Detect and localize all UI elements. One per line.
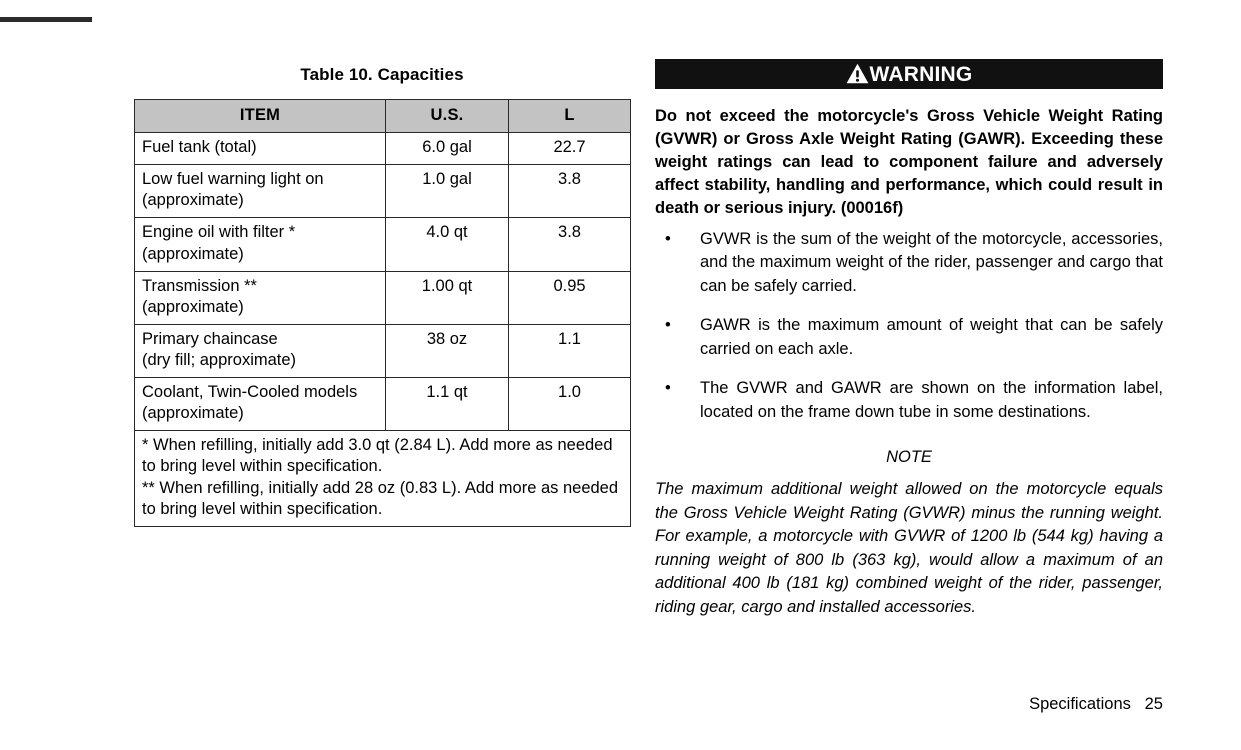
bullet-text: GVWR is the sum of the weight of the motorcycle, accessories, and the maximum weight of the rider, passenger and cargo that can be safely carried. [700,230,1163,295]
item-label: Primary chaincase [142,329,278,348]
warning-banner [655,59,1163,89]
table-title: Table 10. Capacities [300,65,464,84]
table-header-row [135,100,631,133]
cell-us: 1.1 qt [386,378,509,431]
note-heading: NOTE [886,448,932,466]
table-footnotes [135,431,631,526]
cell-l: 1.1 [509,324,631,377]
item-label: Fuel tank (total) [142,138,257,157]
cell-us: 38 oz [386,324,509,377]
item-sublabel: (approximate) [142,404,244,423]
note-body-text: The maximum additional weight allowed on the motorcycle equals the Gross Vehicle Weight Rating (GVWR) minus the running weight. For example, a motorcycle with GVWR of 1200 lb (544 kg) having a running weight of 800 lb (363 kg), would allow a maximum of an additional 400 lb (181 kg) combined weight of the rider, passenger, riding gear, cargo and installed accessories. [655,480,1163,616]
cell-us: 6.0 gal [386,133,509,165]
bullet-point-icon: • [665,379,671,398]
item-label: Engine oil with filter * [142,223,296,242]
cell-item [135,271,386,324]
cell-l: 3.8 [509,218,631,271]
item-sublabel: (approximate) [142,297,244,316]
item-sublabel: (dry fill; approximate) [142,350,297,369]
cell-item [135,165,386,218]
table-row [135,271,631,324]
cell-l: 1.0 [509,378,631,431]
column-header-l: L [509,100,631,133]
list-item [655,228,1163,298]
list-item [655,377,1163,424]
column-header-item: ITEM [135,100,386,133]
bullet-text: GAWR is the maximum amount of weight that can be safely carried on each axle. [700,316,1163,358]
cell-item [135,133,386,165]
cell-us: 4.0 qt [386,218,509,271]
cell-item [135,324,386,377]
table-footnote-row [135,431,631,526]
item-label: Low fuel warning light on [142,170,324,189]
warning-body-paragraph: Do not exceed the motorcycle's Gross Vehicle Weight Rating (GVWR) or Gross Axle Weight Rating (GAWR). Exceeding these weight ratings can lead to component failure and adversely affect stability, handling and performance, which could result in death or serious injury. (00016f) [655,107,1163,217]
footnote-single-asterisk: * When refilling, initially add 3.0 qt (2.84 L). Add more as needed to bring level within specification. [142,436,613,476]
list-item [655,314,1163,361]
table-row [135,378,631,431]
bullet-text: The GVWR and GAWR are shown on the information label, located on the frame down tube in some destinations. [700,379,1163,421]
warning-banner-inner [846,63,973,85]
capacities-table [134,99,631,527]
warning-bullet-list [655,228,1163,440]
table-row [135,218,631,271]
table-row [135,165,631,218]
footnote-double-asterisk: ** When refilling, initially add 28 oz (0.83 L). Add more as needed to bring level within specification. [142,478,619,518]
item-label: Transmission ** [142,276,257,295]
warning-body-text [655,105,1163,220]
cell-us: 1.0 gal [386,165,509,218]
cell-us: 1.00 qt [386,271,509,324]
cell-item [135,218,386,271]
column-header-us: U.S. [386,100,509,133]
cell-item [135,378,386,431]
item-sublabel: (approximate) [142,191,244,210]
cell-l: 22.7 [509,133,631,165]
warning-label: WARNING [869,62,973,86]
warning-triangle-icon [846,63,869,84]
cell-l: 3.8 [509,165,631,218]
item-label: Coolant, Twin-Cooled models [142,383,358,402]
table-row [135,324,631,377]
bullet-point-icon: • [665,316,671,335]
cell-l: 0.95 [509,271,631,324]
item-sublabel: (approximate) [142,244,244,263]
page-footer: Specifications 25 [1029,695,1163,713]
bullet-point-icon: • [665,230,671,248]
table-row [135,133,631,165]
